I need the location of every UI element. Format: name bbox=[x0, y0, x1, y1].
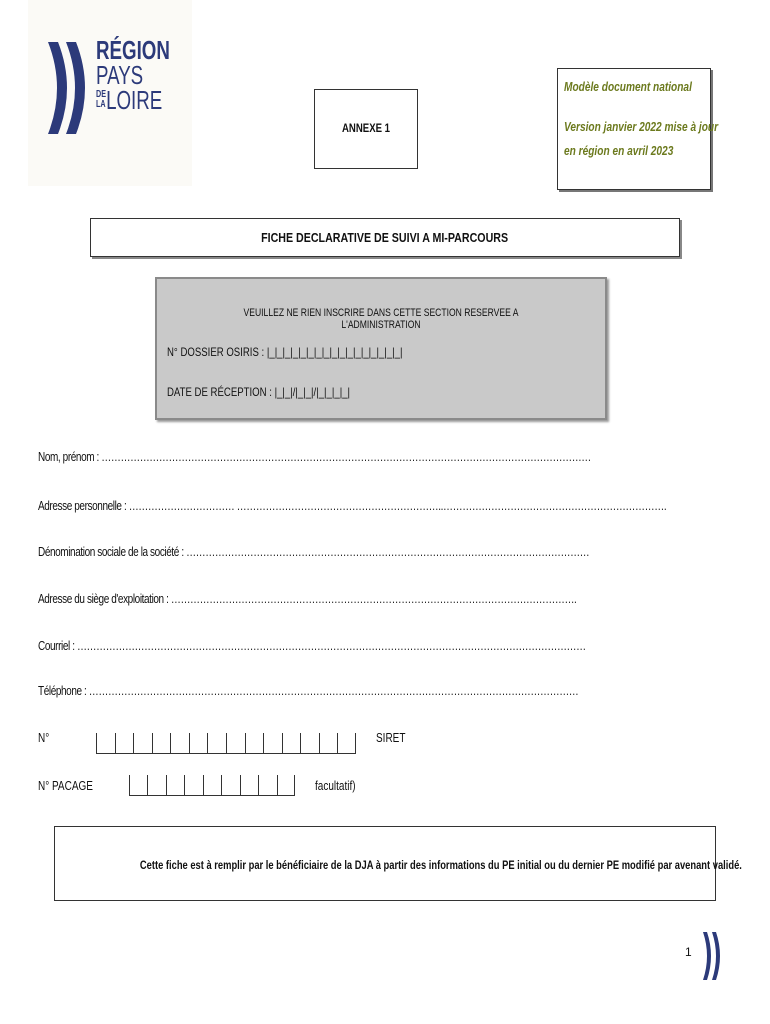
digit-cell[interactable] bbox=[277, 775, 295, 795]
logo-line-region: RÉGION bbox=[96, 35, 170, 65]
model-line-national: Modèle document national bbox=[564, 79, 692, 94]
field-nom-prenom[interactable]: Nom, prénom : ……………………………………………………………………………………………………………………………………… bbox=[38, 450, 591, 464]
digit-cell[interactable] bbox=[300, 733, 319, 753]
digit-cell[interactable] bbox=[263, 733, 282, 753]
annexe-label: ANNEXE 1 bbox=[341, 121, 391, 135]
region-logo-icon bbox=[44, 38, 88, 138]
osiris-dossier-number: N° DOSSIER OSIRIS : |_|_|_|_|_|_|_|_|_|_|_|_|_|_|_|_|_| bbox=[167, 345, 403, 359]
digit-cell[interactable] bbox=[129, 775, 147, 795]
logo-loire: LOIRE bbox=[106, 85, 163, 115]
siret-suffix: SIRET bbox=[376, 731, 406, 745]
region-footer-logo-icon bbox=[702, 930, 722, 982]
field-denomination-sociale[interactable]: Dénomination sociale de la société : ……………………………………………………………………………………………………………… bbox=[38, 545, 590, 559]
annexe-box bbox=[314, 89, 418, 169]
field-adresse-personnelle[interactable]: Adresse personnelle : …………………………… ………………………………………………………..……………………………………………………………. bbox=[38, 499, 667, 513]
digit-cell[interactable] bbox=[258, 775, 276, 795]
model-line-version: Version janvier 2022 mise à jour bbox=[564, 119, 719, 134]
field-telephone[interactable]: Téléphone : ……………………………………………………………………………………………………………………………………… bbox=[38, 684, 579, 698]
digit-cell[interactable] bbox=[240, 775, 258, 795]
pacage-input-grid[interactable] bbox=[129, 775, 295, 796]
model-version-box bbox=[557, 68, 719, 190]
admin-reserved-section bbox=[155, 277, 607, 420]
admin-notice: VEUILLEZ NE RIEN INSCRIRE DANS CETTE SECTION RESERVEE A L'ADMINISTRATION bbox=[243, 307, 519, 331]
model-line-region-update: en région en avril 2023 bbox=[564, 143, 674, 158]
pacage-label: N° PACAGE bbox=[38, 779, 93, 793]
digit-cell[interactable] bbox=[170, 733, 189, 753]
field-adresse-siege[interactable]: Adresse du siège d'exploitation : ………………………………………………………………………………………………………………. bbox=[38, 592, 577, 606]
digit-cell[interactable] bbox=[221, 775, 239, 795]
siret-label: N° bbox=[38, 731, 50, 745]
logo-de: DE bbox=[96, 89, 107, 100]
digit-cell[interactable] bbox=[207, 733, 226, 753]
reception-date: DATE DE RÉCEPTION : |_|_|/|_|_|/|_|_|_|_| bbox=[167, 385, 351, 399]
digit-cell[interactable] bbox=[282, 733, 301, 753]
region-logo-text bbox=[96, 35, 199, 115]
page-number: 1 bbox=[685, 945, 692, 959]
digit-cell[interactable] bbox=[147, 775, 165, 795]
digit-cell[interactable] bbox=[152, 733, 171, 753]
siret-input-grid[interactable] bbox=[96, 733, 356, 754]
digit-cell[interactable] bbox=[184, 775, 202, 795]
logo-line-loire bbox=[96, 85, 170, 115]
logo-la: LA bbox=[96, 99, 106, 110]
form-title: FICHE DECLARATIVE DE SUIVI A MI-PARCOURS bbox=[261, 230, 509, 245]
digit-cell[interactable] bbox=[115, 733, 134, 753]
digit-cell[interactable] bbox=[189, 733, 208, 753]
digit-cell[interactable] bbox=[133, 733, 152, 753]
digit-cell[interactable] bbox=[245, 733, 264, 753]
instructions-text: Cette fiche est à remplir par le bénéficiaire de la DJA à partir des informations du PE initial ou du dernier PE modifié par avenant validé. bbox=[139, 858, 742, 872]
digit-cell[interactable] bbox=[96, 733, 115, 753]
digit-cell[interactable] bbox=[337, 733, 356, 753]
pacage-suffix: facultatif) bbox=[315, 779, 356, 793]
digit-cell[interactable] bbox=[203, 775, 221, 795]
instructions-box bbox=[54, 826, 742, 901]
digit-cell[interactable] bbox=[166, 775, 184, 795]
digit-cell[interactable] bbox=[319, 733, 338, 753]
logo-line-pays: PAYS bbox=[96, 60, 144, 90]
digit-cell[interactable] bbox=[226, 733, 245, 753]
field-courriel[interactable]: Courriel : …………………………………………………………………………………………………………………………………………… bbox=[38, 639, 586, 653]
form-title-box bbox=[90, 218, 680, 257]
